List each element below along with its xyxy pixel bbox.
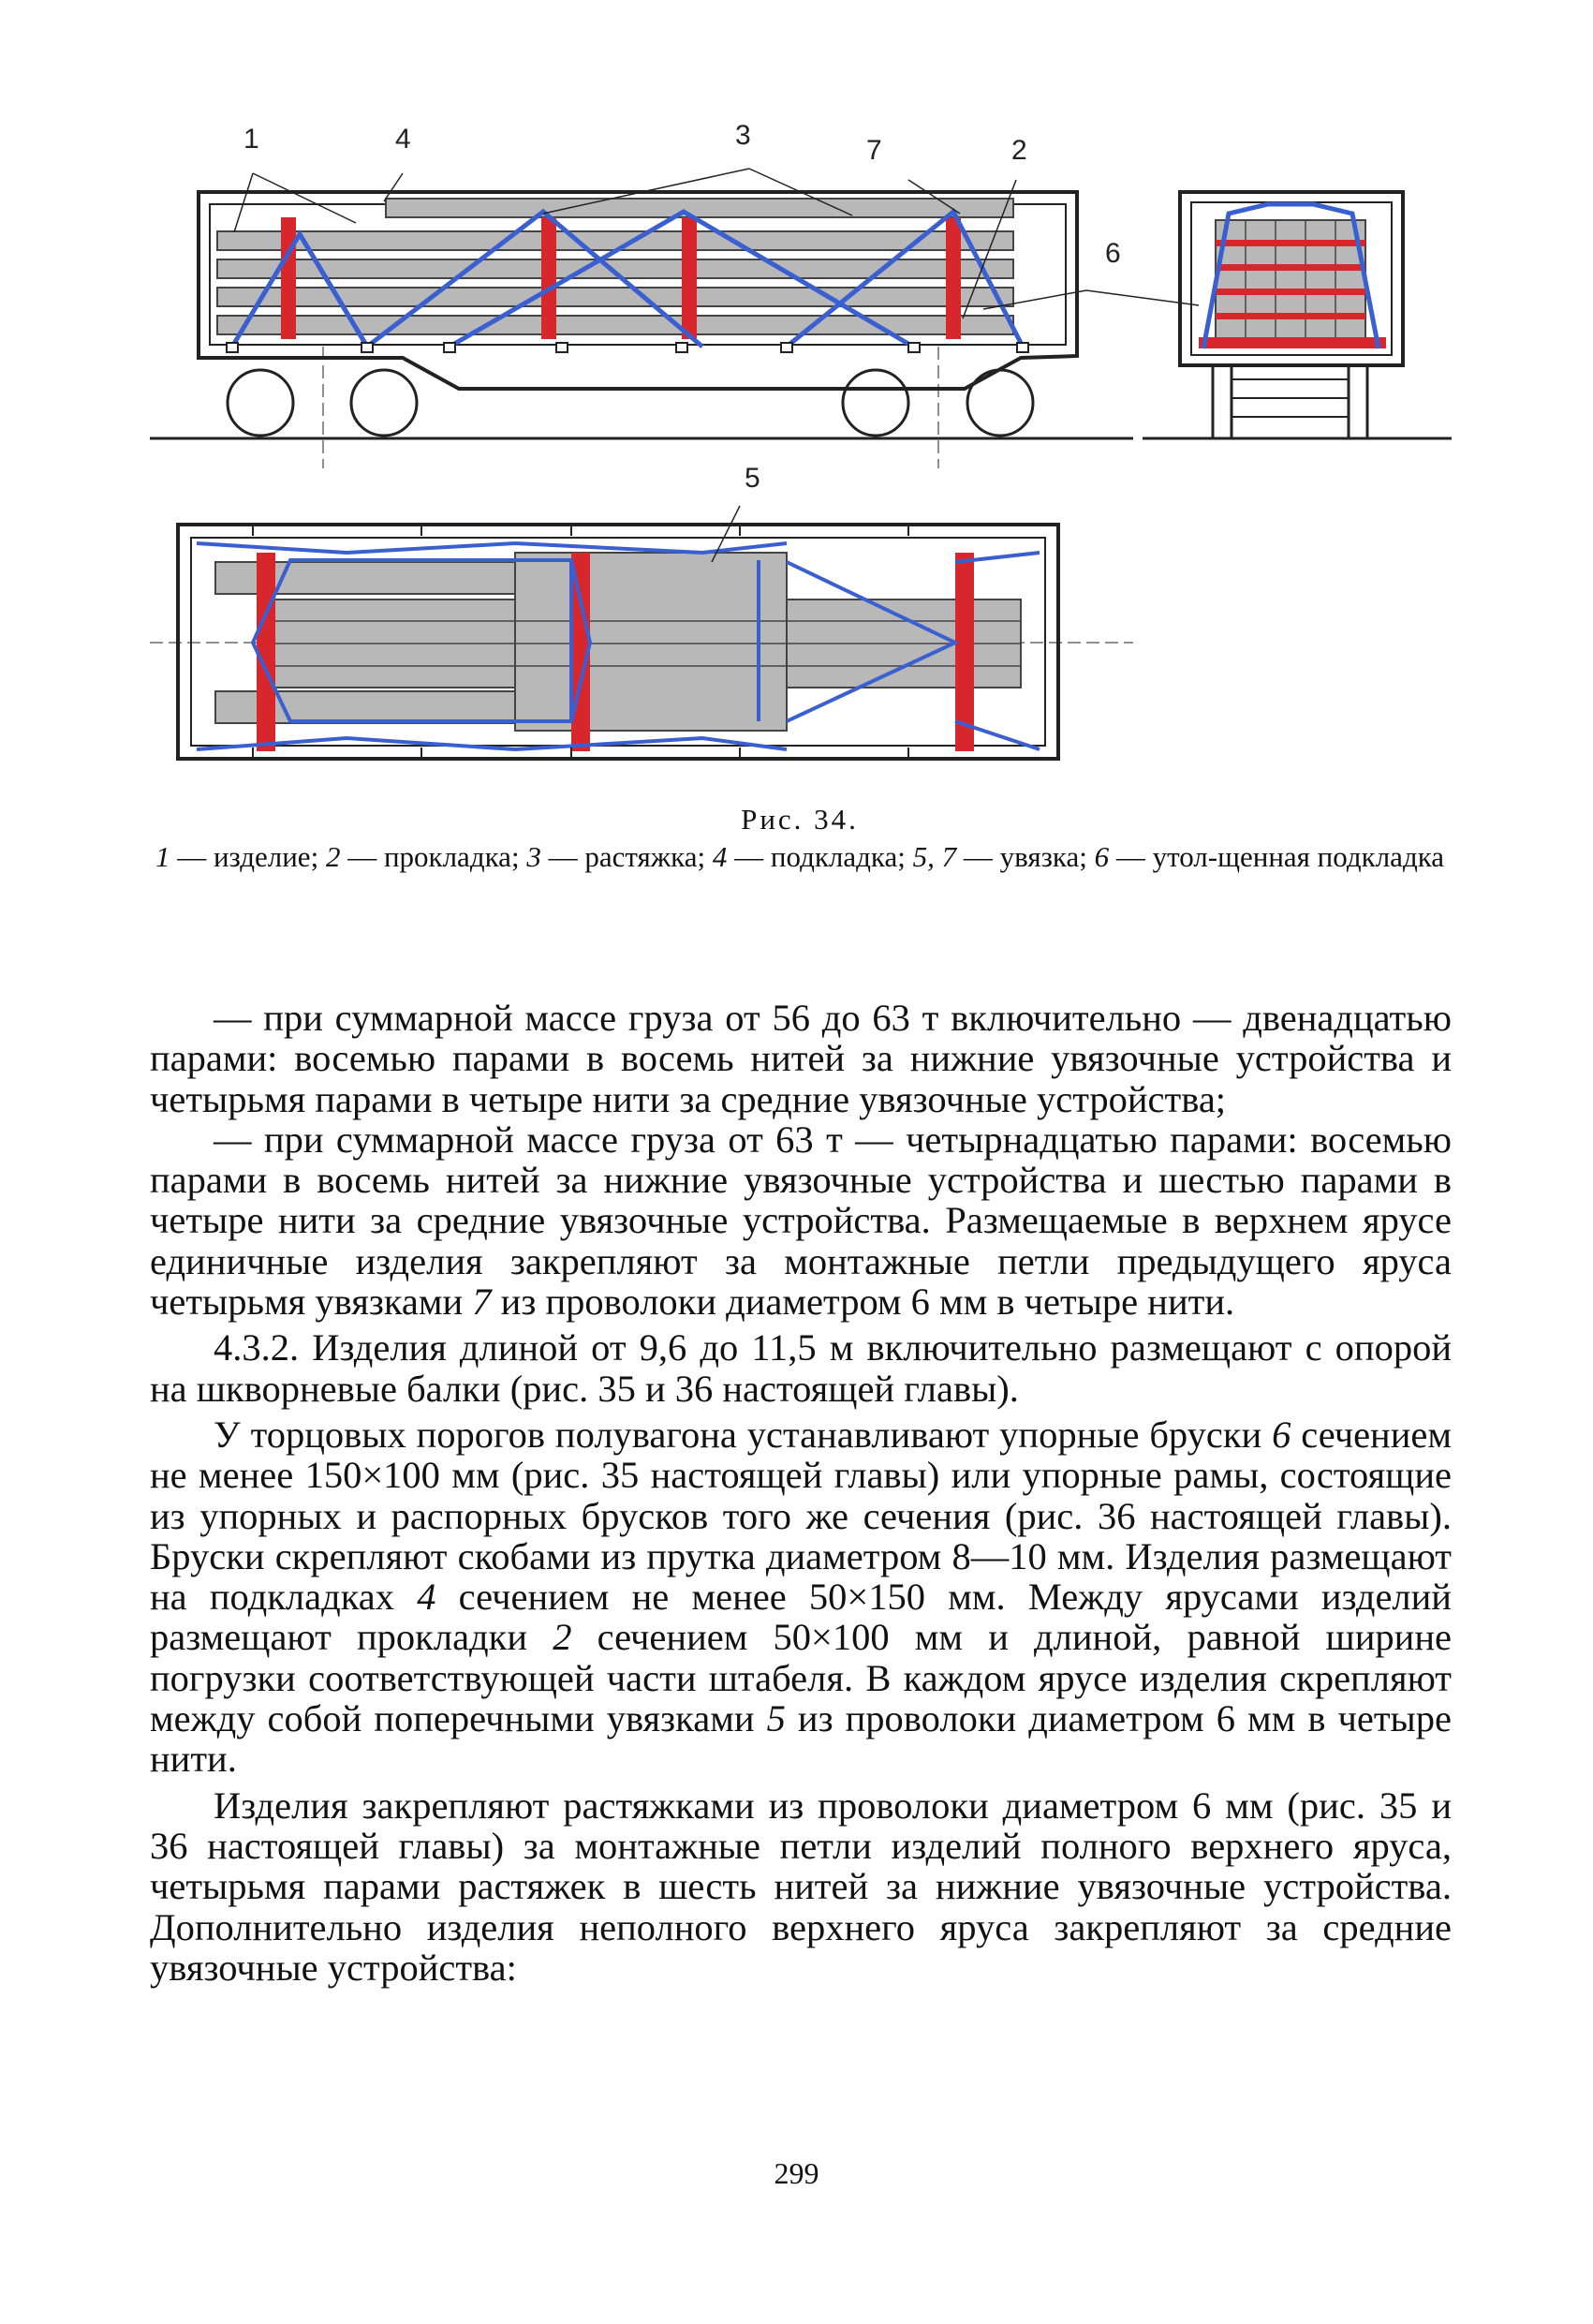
plan-products [215,553,1021,731]
callout-7: 7 [866,135,882,166]
item-ref: 2 [553,1616,572,1659]
end-view-stack [1199,204,1386,348]
item-ref: 7 [472,1280,492,1324]
text-run: сечением 50×100 мм и длиной, равной ширине погрузки соответствующей части штабеля. В каждом ярусе изделия скрепляют между собой поперечными увязками [150,1616,1452,1740]
figure-legend [148,838,1452,876]
callout-1: 1 [243,124,259,155]
item-ref: 4 [417,1576,436,1619]
callout-5: 5 [745,463,760,494]
legend-text: — изделие; [170,840,326,873]
figure-caption [148,801,1452,876]
text-run: из проволоки диаметром 6 мм в четыре нити. [150,1697,1452,1781]
text-run: из проволоки диаметром 6 мм в четыре нити. [491,1280,1235,1324]
callout-6: 6 [1105,238,1121,269]
legend-text: — подкладка; [727,840,913,873]
paragraph-1: — при суммарной массе груза от 56 до 63 т включительно — двенадцатью парами: восемью парами в восемь нитей за нижние увязочные устройства и четырьмя парами в четыре нити за средние увязочные устройства; [150,997,1452,1120]
text-run: — при суммарной массе груза от 63 т — четырнадцатью парами: восемью парами в восемь нитей за нижние увязочные устройства и шестью парами в четыре нити за средние увязочные устройства. Размещаемые в верхнем ярусе единичные изделия закрепляют за монтажные петли предыдущего яруса четырьмя увязками [150,1118,1452,1324]
text-run: У торцовых порогов полувагона устанавливают упорные бруски [214,1413,1273,1456]
loading-scheme-figure [140,112,1470,787]
body-text [150,998,1452,1993]
plan-view [150,525,1133,759]
legend-num: 4 [712,840,728,873]
legend-text: — прокладка; [340,840,527,873]
end-view [1143,192,1452,438]
legend-num: 2 [325,840,341,873]
page-number: 299 [774,2156,819,2190]
item-ref: 6 [1272,1413,1291,1456]
legend-num: 6 [1094,840,1110,873]
legend-num: 3 [526,840,541,873]
paragraph-3: 4.3.2. Изделия длиной от 9,6 до 11,5 м включительно размещают с опорой на шкворневые балки (рис. 35 и 36 настоящей главы). [150,1326,1452,1410]
item-ref: 5 [766,1697,786,1740]
legend-num: 5, 7 [912,840,957,873]
paragraph-4 [150,1414,1452,1780]
side-view [150,192,1133,468]
paragraph-2 [150,1119,1452,1322]
wheelset [228,370,1033,436]
product-rows [217,199,1013,334]
text-run: сечением не менее 50×150 мм. Между ярусами изделий размещают прокладки [150,1576,1452,1659]
callout-3: 3 [735,120,751,151]
text-run: сечением не менее 150×100 мм (рис. 35 настоящей главы) или упорные рамы, состоящие из упорных и распорных брусков того же сечения (рис. 36 настоящей главы). Бруски скрепляют скобами из прутка диаметром 8—10 мм. Изделия размещают на подкладках [150,1413,1453,1619]
figure-title: Рис. 34. [741,803,859,836]
legend-text: — увязка; [956,840,1095,873]
callout-leaders [234,169,1199,562]
legend-text: — утол-щенная подкладка [1109,840,1445,873]
callout-2: 2 [1011,135,1027,166]
paragraph-5: Изделия закрепляют растяжками из проволоки диаметром 6 мм (рис. 35 и 36 настоящей главы) за монтажные петли изделий полного верхнего яруса, четырьмя парами растяжек в шесть нитей за нижние увязочные устройства. Дополнительно изделия неполного верхнего яруса закрепляют за средние увязочные устройства: [150,1784,1452,1989]
legend-num: 1 [155,840,170,873]
callout-4: 4 [395,124,411,155]
legend-text: — растяжка; [540,840,713,873]
